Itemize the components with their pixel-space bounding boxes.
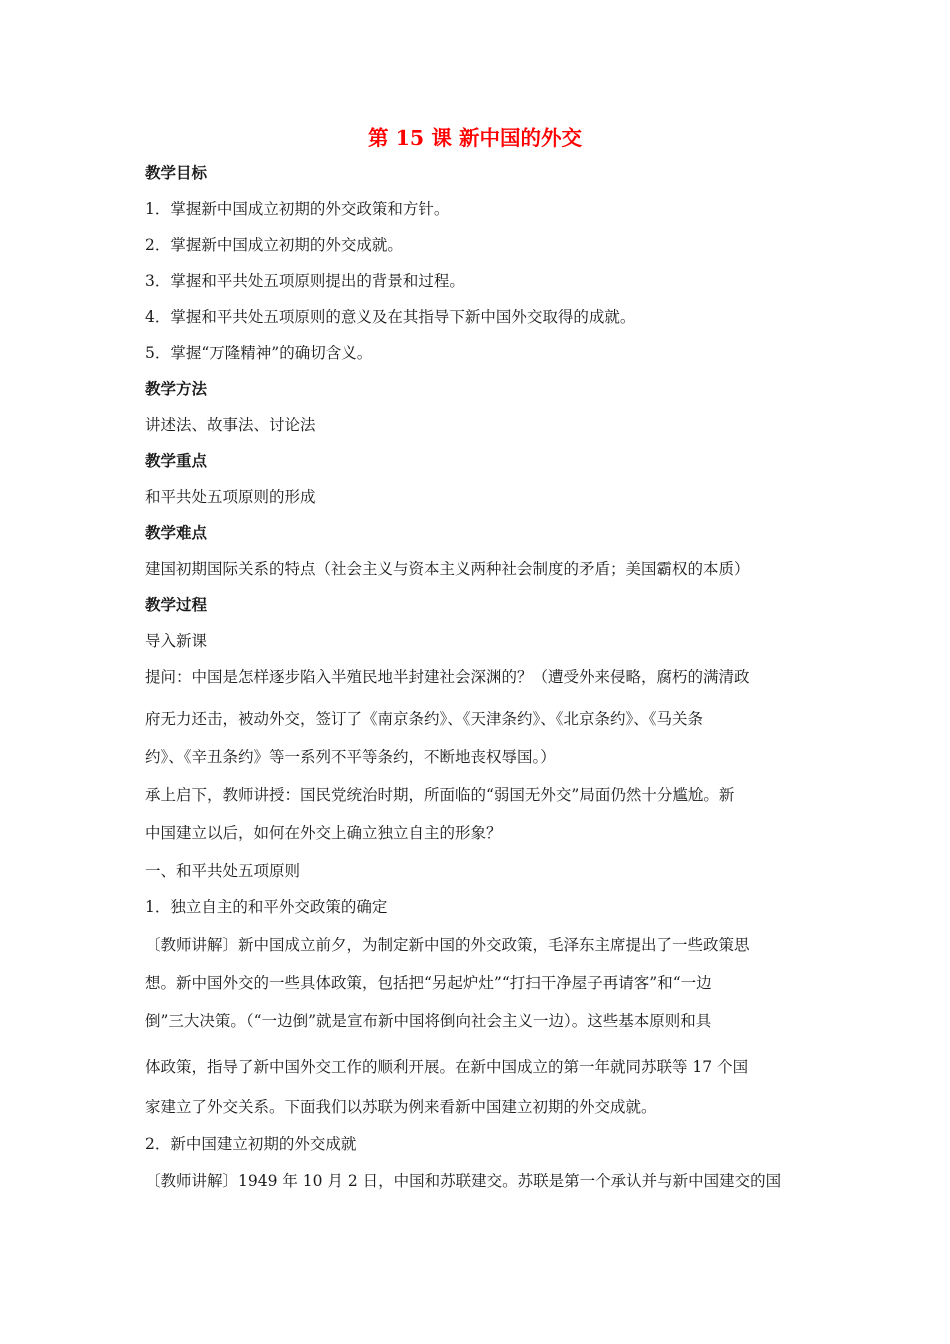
process-line: 提问：中国是怎样逐步陷入半殖民地半封建社会深渊的？（遭受外来侵略，腐朽的满清政 <box>145 668 750 686</box>
process-line: 导入新课 <box>145 632 208 650</box>
section-heading-difficulties: 教学难点 <box>145 523 208 542</box>
process-line: 中国建立以后，如何在外交上确立独立自主的形象？ <box>145 824 502 842</box>
process-line: 府无力还击，被动外交，签订了《南京条约》、《天津条约》、《北京条约》、《马关条 <box>145 710 704 728</box>
process-line: 1．独立自主的和平外交政策的确定 <box>145 898 388 916</box>
process-line: 〔教师讲解〕新中国成立前夕，为制定新中国的外交政策，毛泽东主席提出了一些政策思 <box>145 936 750 954</box>
key-points-text: 和平共处五项原则的形成 <box>145 488 316 506</box>
process-line: 承上启下，教师讲授：国民党统治时期，所面临的“弱国无外交”局面仍然十分尴尬。新 <box>145 786 735 804</box>
process-line: 家建立了外交关系。下面我们以苏联为例来看新中国建立初期的外交成就。 <box>145 1098 657 1116</box>
page-title: 第 15 课 新中国的外交 <box>368 126 582 150</box>
objective-item: 3．掌握和平共处五项原则提出的背景和过程。 <box>145 272 465 290</box>
process-line: 〔教师讲解〕1949 年 10 月 2 日，中国和苏联建交。苏联是第一个承认并与新中国建交的国 <box>145 1172 782 1190</box>
objective-item: 5．掌握“万隆精神”的确切含义。 <box>145 344 373 362</box>
section-heading-process: 教学过程 <box>145 595 208 614</box>
section-heading-methods: 教学方法 <box>145 379 208 398</box>
methods-text: 讲述法、故事法、讨论法 <box>145 416 316 434</box>
objective-item: 1．掌握新中国成立初期的外交政策和方针。 <box>145 200 450 218</box>
section-heading-key-points: 教学重点 <box>145 451 208 470</box>
objective-item: 4．掌握和平共处五项原则的意义及在其指导下新中国外交取得的成就。 <box>145 308 636 326</box>
process-line: 约》、《辛丑条约》等一系列不平等条约，不断地丧权辱国。） <box>145 748 556 766</box>
process-line: 体政策，指导了新中国外交工作的顺利开展。在新中国成立的第一年就同苏联等 17 个国 <box>145 1058 749 1076</box>
process-line: 倒”三大决策。（“一边倒”就是宣布新中国将倒向社会主义一边）。这些基本原则和具 <box>145 1012 712 1030</box>
difficulties-text: 建国初期国际关系的特点（社会主义与资本主义两种社会制度的矛盾；美国霸权的本质） <box>145 560 750 578</box>
process-line: 想。新中国外交的一些具体政策，包括把“另起炉灶”“打扫干净屋子再请客”和“一边 <box>145 974 712 992</box>
section-heading-objectives: 教学目标 <box>145 163 208 182</box>
process-line: 2．新中国建立初期的外交成就 <box>145 1135 357 1153</box>
objective-item: 2．掌握新中国成立初期的外交成就。 <box>145 236 403 254</box>
process-line: 一、和平共处五项原则 <box>145 862 301 880</box>
